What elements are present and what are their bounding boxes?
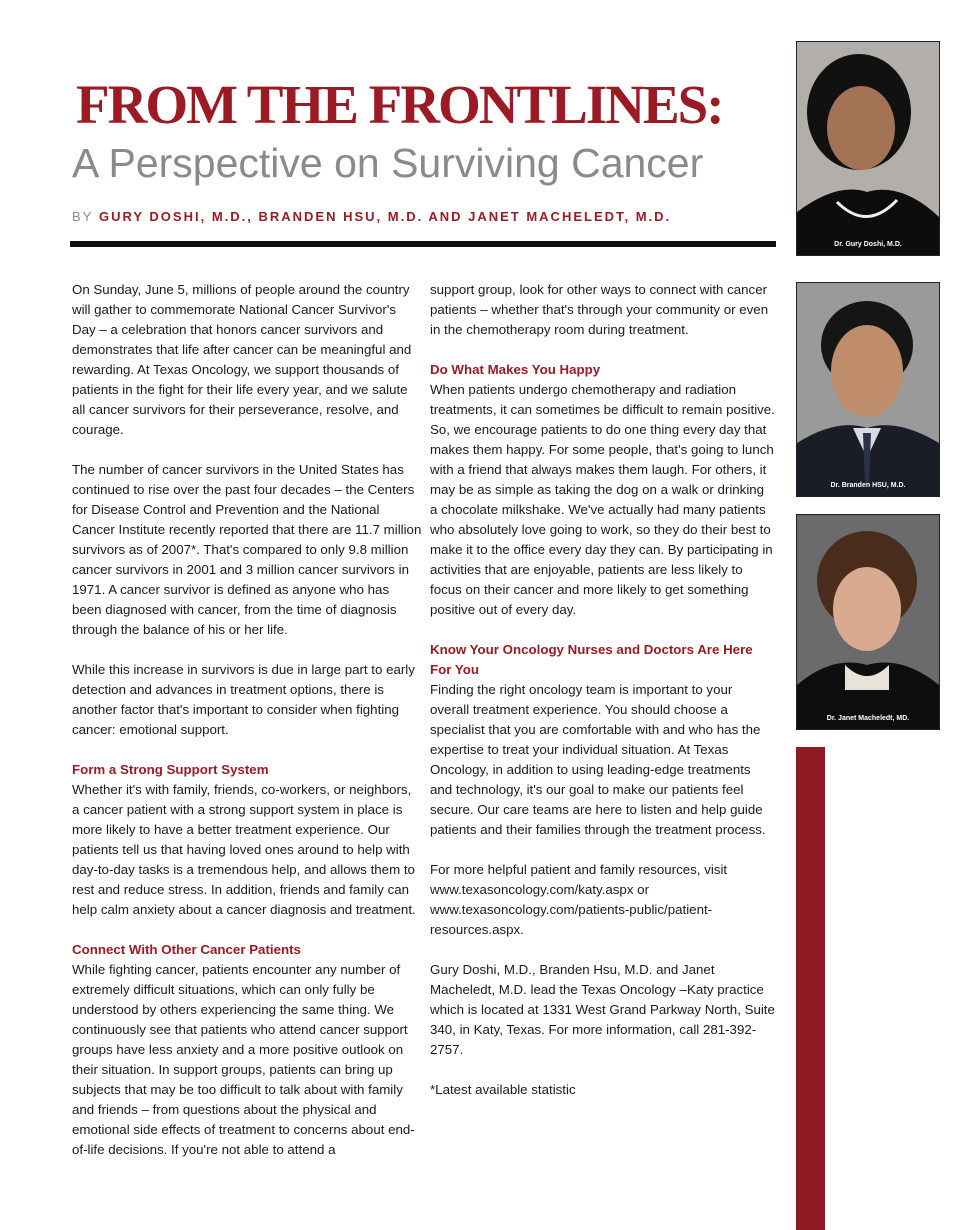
left-column (72, 280, 422, 1180)
portrait-doshi (796, 41, 940, 256)
portrait-hsu (796, 282, 940, 497)
section-heading: Do What Makes You Happy (430, 362, 601, 377)
resources-paragraph: For more helpful patient and family resources, visit www.texasoncology.com/katy.aspx or www.texasoncology.com/patients-public/patient-resources.aspx. (430, 862, 728, 937)
paragraph: Whether it's with family, friends, co-workers, or neighbors, a cancer patient with a strong support system in place is more likely to have a better treatment experience. Our patients tell us that having loved ones around to help with day-to-day tasks is a tremendous help, and allows them to rest and reduce stress. In addition, friends and family can help calm anxiety about a cancer diagnosis and treatment. (72, 782, 416, 917)
header-divider (70, 241, 776, 247)
paragraph: While fighting cancer, patients encounter any number of extremely difficult situations, which can only fully be understood by others experiencing the same thing. We continuously see that patients who attend cancer support groups have less anxiety and a more positive outlook on their situation. In support groups, patients can bring up subjects that may be too difficult to talk about with family and friends – from questions about the physical and emotional side effects of treatment to concerns about end-of-life decisions. If you're not able to attend a (72, 962, 415, 1157)
footnote: *Latest available statistic (430, 1082, 576, 1097)
paragraph: support group, look for other ways to connect with cancer patients – whether that's through your community or even in the chemotherapy room during treatment. (430, 282, 769, 337)
paragraph: When patients undergo chemotherapy and radiation treatments, it can sometimes be difficult to remain positive. So, we encourage patients to do one thing every day that makes them happy. For some people, that's going to lunch with a friend that always makes them laugh. For others, it may be as simple as taking the dog on a walk or drinking a chocolate milkshake. We've actually had many patients who absolutely love going to work, so they do their best to make it to the office every day they can. By participating in activities that are enjoyable, patients are less likely to focus on their cancer and more likely to get something positive out of every day. (430, 382, 775, 617)
page-title: FROM THE FRONTLINES: (76, 74, 723, 135)
byline-authors: GURY DOSHI, M.D., BRANDEN HSU, M.D. AND JANET MACHELEDT, M.D. (98, 209, 672, 224)
photo-caption: Dr. Branden HSU, M.D. (830, 482, 906, 489)
photo-caption: Dr. Janet Macheledt, MD. (826, 715, 910, 722)
section-heading: Know Your Oncology Nurses and Doctors Are Here For You (430, 642, 753, 677)
right-column (430, 280, 775, 1120)
paragraph: The number of cancer survivors in the United States has continued to rise over the past four decades – the Centers for Disease Control and Prevention and the National Cancer Institute recently reported that there are 11.7 million survivors as of 2007*. That's compared to only 9.8 million cancer survivors in 2001 and 3 million cancer survivors in 1971. A cancer survivor is defined as anyone who has been diagnosed with cancer, from the time of diagnosis through the balance of his or her life. (72, 462, 422, 637)
paragraph: On Sunday, June 5, millions of people around the country will gather to commemorate National Cancer Survivor's Day – a celebration that honors cancer survivors and demonstrates that life after cancer can be meaningful and rewarding. At Texas Oncology, we support thousands of patients in the fight for their life every year, and we salute all cancer survivors for their perseverance, resolve, and courage. (72, 282, 412, 437)
portrait-illustration (797, 515, 939, 729)
paragraph: While this increase in survivors is due in large part to early detection and advances in treatment options, there is another factor that's important to consider when fighting cancer: emotional support. (72, 662, 415, 737)
portrait-macheledt (796, 514, 940, 730)
decorative-side-bar (796, 747, 825, 1230)
paragraph: Finding the right oncology team is important to your overall treatment experience. You should choose a specialist that you are comfortable with and who has the expertise to treat your individual situation. At Texas Oncology, in addition to using leading-edge treatments and technology, it's our goal to make our patients feel secure. Our care teams are here to listen and help guide patients and their families through the treatment process. (430, 682, 766, 837)
photo-caption: Dr. Gury Doshi, M.D. (834, 241, 902, 248)
portrait-illustration (797, 283, 939, 496)
portrait-illustration (797, 42, 939, 255)
byline (72, 209, 671, 224)
page-subtitle: A Perspective on Surviving Cancer (72, 140, 704, 186)
section-heading: Connect With Other Cancer Patients (72, 942, 301, 957)
byline-prefix: BY (72, 209, 94, 224)
section-heading: Form a Strong Support System (72, 762, 269, 777)
practice-info-paragraph: Gury Doshi, M.D., Branden Hsu, M.D. and Janet Macheledt, M.D. lead the Texas Oncology –Katy practice which is located at 1331 West Grand Parkway North, Suite 340, in Katy, Texas. For more information, call 281-392-2757. (430, 962, 775, 1057)
